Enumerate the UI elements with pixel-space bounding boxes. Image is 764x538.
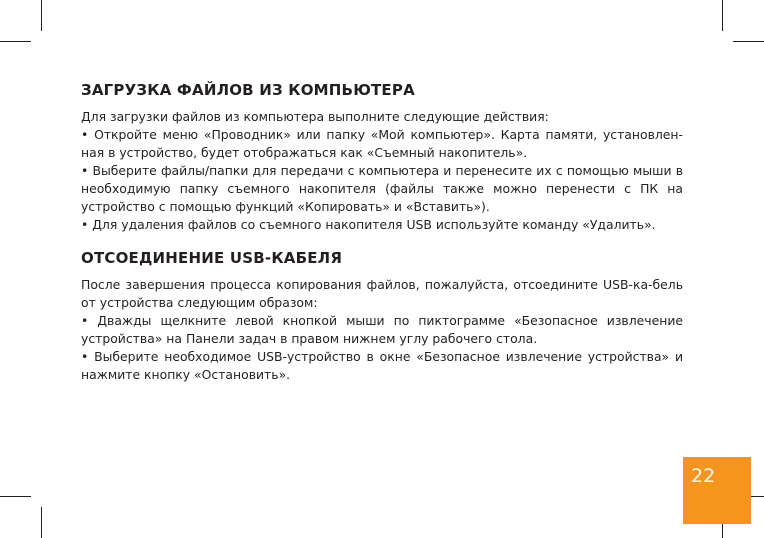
crop-mark-bottom-left-horizontal	[0, 496, 31, 497]
bullet-open-explorer: • Откройте меню «Проводник» или папку «Мой компьютер». Карта памяти, установлен-ная в устройство, будет отображаться как «Съемный накопитель».	[81, 127, 683, 160]
page-content	[81, 80, 683, 384]
section-title-file-upload: ЗАГРУЗКА ФАЙЛОВ ИЗ КОМПЬЮТЕРА	[81, 81, 415, 99]
crop-mark-bottom-left-vertical	[41, 507, 42, 538]
bullet-delete-files: • Для удаления файлов со съемного накопителя USB используйте команду «Удалить».	[81, 217, 656, 232]
page-number: 22	[691, 465, 716, 487]
section-title-usb-disconnect: ОТСОЕДИНЕНИЕ USB-КАБЕЛЯ	[81, 249, 343, 267]
bullet-select-files: • Выберите файлы/папки для передачи с компьютера и перенесите их с помощью мыши в необходимую папку съемного накопителя (файлы также можно перенести с ПК на устройство с помощью функций «Копировать» и «Вставить»).	[81, 163, 683, 214]
crop-mark-top-right-vertical	[722, 0, 723, 31]
paragraph-intro: Для загрузки файлов из компьютера выполните следующие действия:	[81, 109, 549, 124]
crop-mark-top-right-horizontal	[733, 41, 764, 42]
page-number-badge	[683, 457, 751, 524]
bullet-double-click: • Дважды щелкните левой кнопкой мыши по пиктограмме «Безопасное извлечение устройства» на Панели задач в правом нижнем углу рабочего стола.	[81, 313, 683, 346]
bullet-select-device: • Выберите необходимое USB-устройство в окне «Безопасное извлечение устройства» и нажмите кнопку «Остановить».	[81, 349, 683, 382]
crop-mark-top-left-vertical	[41, 0, 42, 31]
crop-mark-top-left-horizontal	[0, 41, 31, 42]
paragraph-after-copy: После завершения процесса копирования файлов, пожалуйста, отсоедините USB-ка-бель от устройства следующим образом:	[81, 277, 683, 310]
